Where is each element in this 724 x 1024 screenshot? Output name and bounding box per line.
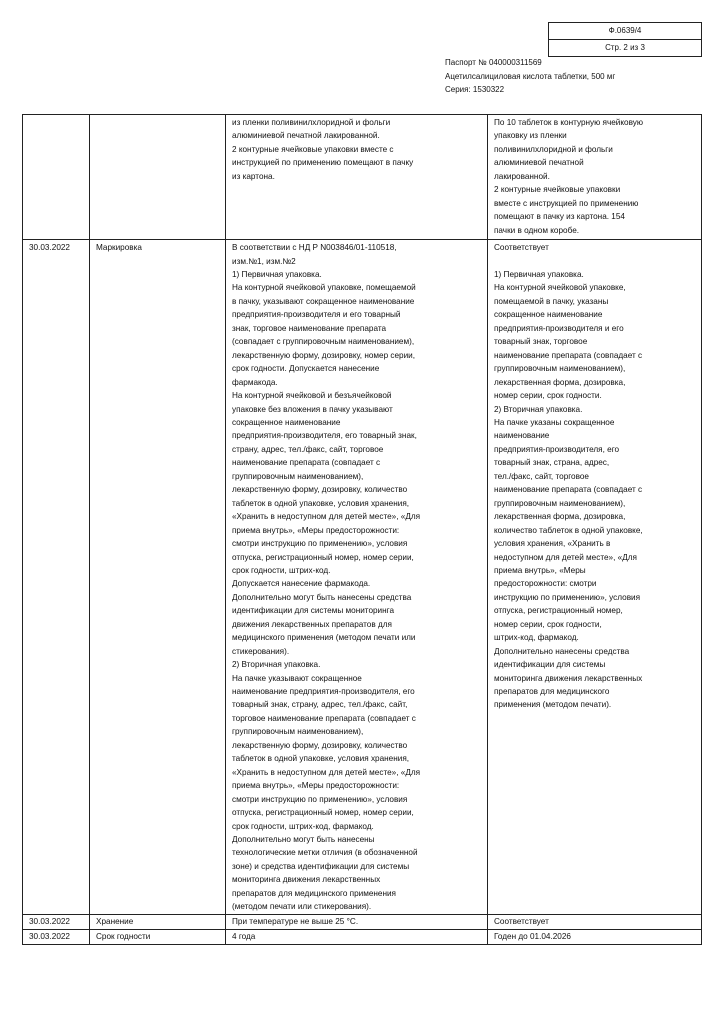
date-cell: 30.03.2022 [23, 929, 90, 944]
passport-header [445, 56, 615, 97]
requirement-cell: При температуре не выше 25 °С. [226, 914, 488, 929]
quality-table [22, 114, 702, 945]
date-cell: 30.03.2022 [23, 914, 90, 929]
result-text: Соответствует 1) Первичная упаковка. На контурной ячейковой упаковке, помещаемой в пачку, указаны сокращенное наименование предприятия-производителя и его товарный знак, торговое наименование препарата (совпадает с группировочным наименованием), лекарственная форма, дозировка, номер серии, срок годности. 2) Вторичная упаковка. На пачке указаны сокращенное наименование предприятия-производителя, его товарный знак, страна, адрес, тел./факс, сайт, торговое наименование препарата (совпадает с группировочным наименованием), лекарственная форма, дозировка, количество таблеток в одной упаковке, условия хранения, «Хранить в недоступном для детей месте», «Для приема внутрь», «Меры предосторожности: смотри инструкцию по применению», условия отпуска, регистрационный номер, номер серии, срок годности, штрих-код, фармакод. Дополнительно нанесены средства идентификации для системы мониторинга движения лекарственных препаратов для медицинского применения (методом печати). [494, 243, 643, 710]
passport-number: Паспорт № 040000311569 [445, 58, 542, 67]
result-cell: Соответствует [488, 914, 702, 929]
parameter-cell: Хранение [90, 914, 226, 929]
table-row [23, 115, 702, 240]
requirement-cell [226, 240, 488, 915]
requirement-text: из пленки поливинилхлоридной и фольги алюминиевой печатной лакированной. 2 контурные ячейковые упаковки вместе с инструкцией по применению помещают в пачку из картона. [232, 118, 414, 181]
parameter-cell: Срок годности [90, 929, 226, 944]
form-code: Ф.0639/4 [608, 26, 642, 35]
form-code-box [548, 22, 702, 57]
product-name: Ацетилсалициловая кислота таблетки, 500 мг [445, 71, 616, 81]
result-text: По 10 таблеток в контурную ячейковую упаковку из пленки поливинилхлоридной и фольги алюминиевой печатной лакированной. 2 контурные ячейковые упаковки вместе с инструкцией по применению помещают в пачку из картона. 154 пачки в одном коробе. [494, 118, 644, 235]
parameter-cell: Маркировка [90, 240, 226, 915]
result-cell: Годен до 01.04.2026 [488, 929, 702, 944]
series-number: Серия: 1530322 [445, 85, 505, 94]
requirement-cell [226, 115, 488, 240]
table-row [23, 240, 702, 915]
table-row [23, 914, 702, 929]
result-cell [488, 240, 702, 915]
date-cell: 30.03.2022 [23, 240, 90, 915]
table-row [23, 929, 702, 944]
result-cell [488, 115, 702, 240]
date-cell [23, 115, 90, 240]
page-number: Стр. 2 из 3 [549, 39, 701, 56]
parameter-cell [90, 115, 226, 240]
requirement-text: В соответствии с НД Р N003846/01-110518, изм.№1, изм.№2 1) Первичная упаковка. На контурной ячейковой упаковке, помещаемой в пачку, указывают сокращенное наименование предприятия-производителя и его товарный знак, торговое наименование препарата (совпадает с группировочным наименованием), лекарственную форму, дозировку, номер серии, срок годности. Допускается нанесение фармакода. На контурной ячейковой и безъячейковой упаковке без вложения в пачку указывают сокращенное наименование предприятия-производителя, его товарный знак, страну, адрес, тел./факс, сайт, торговое наименование препарата (совпадает с группировочным наименованием), лекарственную форму, дозировку, количество таблеток в одной упаковке, условия хранения, «Хранить в недоступном для детей месте», «Для приема внутрь», «Меры предосторожности: смотри инструкцию по применению», условия отпуска, регистрационный номер, номер серии, срок годности, штрих-код. Допускается нанесение фармакода. Дополнительно могут быть нанесены средства идентификации для системы мониторинга движения лекарственных препаратов для медицинского применения (методом печати или стикерования). 2) Вторичная упаковка. На пачке указывают сокращенное наименование предприятия-производителя, его товарный знак, страну, адрес, тел./факс, сайт, торговое наименование препарата (совпадает с группировочным наименованием), лекарственную форму, дозировку, количество таблеток в одной упаковке, условия хранения, «Хранить в недоступном для детей месте», «Для приема внутрь», «Меры предосторожности: смотри инструкцию по применению», условия отпуска, регистрационный номер, номер серии, срок годности, штрих-код, фармакод. Дополнительно могут быть нанесены технологические метки отличия (в обозначенной зоне) и средства идентификации для системы мониторинга движения лекарственных препаратов для медицинского применения (методом печати или стикерования). [232, 243, 421, 912]
requirement-cell: 4 года [226, 929, 488, 944]
